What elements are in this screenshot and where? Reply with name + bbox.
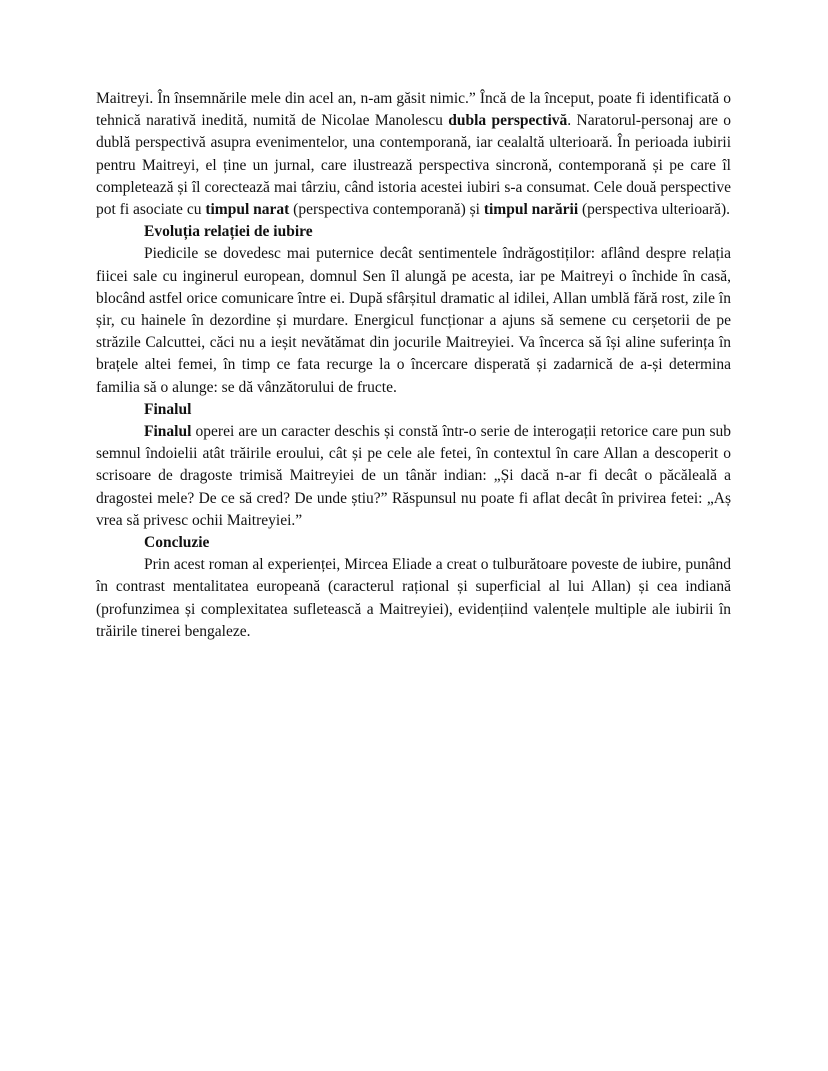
emphasis-dubla-perspectiva: dubla perspectivă <box>448 112 568 130</box>
emphasis-timpul-narat: timpul narat <box>205 201 290 219</box>
paragraph-finalul <box>96 421 731 532</box>
section-heading-finalul: Finalul <box>144 400 192 418</box>
paragraph-text: (perspectiva ulterioară). <box>578 201 731 219</box>
section-heading-concluzie: Concluzie <box>144 534 210 552</box>
document-page <box>96 88 731 643</box>
emphasis-timpul-nararii: timpul narării <box>483 201 579 219</box>
paragraph-concluzie: Prin acest roman al experienței, Mircea Eliade a creat o tulburătoare poveste de iubire, punând în contrast mentalitatea europeană (caracterul rațional și superficial al lui Allan) și cea indiană (profunzimea și complexitatea sufletească a Maitreyiei), evidențiind valențele multiple ale iubirii în trăirile tinerei bengaleze. <box>96 556 731 640</box>
paragraph-text: (perspectiva contemporană) și <box>289 201 484 219</box>
paragraph-evolutia: Piedicile se dovedesc mai puternice decât sentimentele îndrăgostiților: aflând despre relația fiicei sale cu inginerul european, domnul Sen îl alungă pe acesta, iar pe Maitreyi o închide în casă, blocând astfel orice comunicare între ei. După sfârșitul dramatic al idilei, Allan umblă fără rost, zile în șir, cu hainele în dezordine și murdare. Energicul funcționar a ajuns să semene cu cerșetorii de pe străzile Calcuttei, căci nu a ieșit nevătămat din jocurile Maitreyiei. Va încerca să își aline suferința în brațele altei femei, în timp ce fata recurge la o încercare disperată și zadarnică de a-și determina familia să o alunge: se dă vânzătorului de fructe. <box>96 245 731 396</box>
section-heading-evolutia: Evoluția relației de iubire <box>144 223 313 241</box>
emphasis-finalul: Finalul <box>144 423 192 441</box>
paragraph-text: . Naratorul-personaj are o dublă perspectivă asupra evenimentelor, una contemporană, iar cealaltă ulterioară. În perioada iubirii pentru Maitreyi, el ține un jurnal, care ilustrează perspectiva sincronă, contemporană și pe care îl completează și îl corectează mai târziu, când istoria acestei iubiri s-a consumat. Cele două perspective pot fi asociate cu <box>96 112 732 219</box>
paragraph-text: Maitreyi. În însemnările mele din acel an, n-am găsit nimic.” Încă de la început, poate fi identificată o tehnică narativă inedită, numită de Nicolae Manolescu <box>96 90 731 130</box>
paragraph-dubla-perspectiva <box>96 88 731 221</box>
paragraph-text: operei are un caracter deschis și constă într-o serie de interogații retorice care pun sub semnul îndoielii atât trăirile eroului, cât și pe cele ale fetei, în contextul în care Allan a descoperit o scrisoare de dragoste trimisă Maitreyiei de un tânăr indian: „Și dacă n-ar fi decât o păcăleală a dragostei mele? De ce să cred? De unde știu?” Răspunsul nu poate fi aflat decât în privirea fetei: „Aș vrea să privesc ochii Maitreyiei.” <box>96 423 731 529</box>
